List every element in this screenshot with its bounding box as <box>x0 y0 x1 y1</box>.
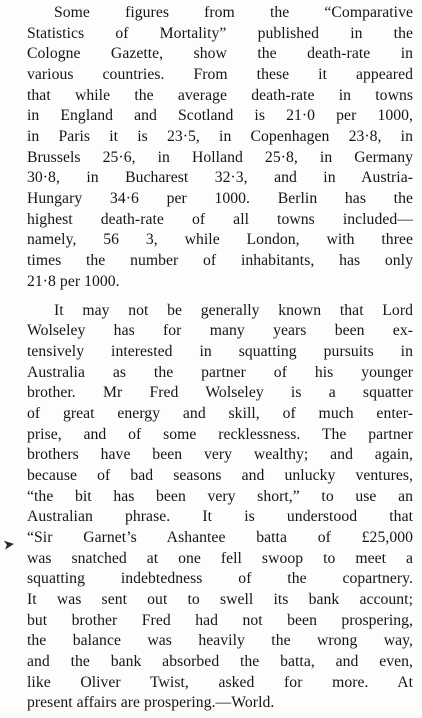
text-line: Hungary 34·6 per 1000. Berlin has the <box>27 190 413 208</box>
text-line: because of bad seasons and unlucky ventures, <box>27 466 413 484</box>
text-line: brother. Mr Fred Wolseley is a squatter <box>27 384 413 402</box>
text-line: and the bank absorbed the batta, and even, <box>27 653 413 670</box>
text-line: times the number of inhabitants, has only <box>27 252 413 270</box>
text-line: Wolseley has for many years been ex- <box>27 322 413 340</box>
text-line: It may not be generally known that Lord <box>54 301 413 319</box>
text-line: namely, 56 3, while London, with three <box>27 231 413 249</box>
text-line: in Paris it is 23·5, in Copenhagen 23·8, in <box>27 128 413 146</box>
text-line: various countries. From these it appeared <box>27 66 413 83</box>
text-line: highest death-rate of all towns included— <box>27 210 413 228</box>
text-line: “Sir Garnet’s Ashantee batta of £25,000 <box>27 528 413 546</box>
text-line: the balance was heavily the wrong way, <box>27 632 413 650</box>
text-line: prise, and of some recklessness. The partner <box>27 425 413 443</box>
text-line: Statistics of Mortality” published in the <box>27 24 413 42</box>
text-line: squatting indebtedness of the copartnery. <box>27 570 413 588</box>
text-line: of great energy and skill, of much enter- <box>27 404 413 422</box>
text-line: brothers have been very wealthy; and again, <box>27 446 413 464</box>
text-line: 30·8, in Bucharest 32·3, and in Austria- <box>27 169 413 187</box>
text-line: that while the average death-rate in towns <box>27 86 413 104</box>
text-line: “the bit has been very short,” to use an <box>27 487 413 505</box>
text-line: was snatched at one fell swoop to meet a <box>27 549 413 567</box>
text-line: in England and Scotland is 21·0 per 1000, <box>27 107 413 125</box>
text-line: 21·8 per 1000. <box>27 272 120 290</box>
text-line: but brother Fred had not been prospering, <box>27 611 413 629</box>
text-line: present affairs are prospering.—World. <box>27 694 275 712</box>
text-line: like Oliver Twist, asked for more. At <box>27 673 413 691</box>
text-line: tensively interested in squatting pursuits in <box>27 342 413 360</box>
hand-pencil-mark-icon: ➤ <box>1 536 16 554</box>
text-line: Australian phrase. It is understood that <box>27 508 413 526</box>
text-line: It was sent out to swell its bank account; <box>27 590 413 608</box>
text-line: Cologne Gazette, show the death-rate in <box>27 45 413 63</box>
text-line: Some figures from the “Comparative <box>54 4 413 21</box>
text-line: Brussels 25·6, in Holland 25·8, in Germany <box>27 148 413 166</box>
text-line: Australia as the partner of his younger <box>27 363 413 381</box>
